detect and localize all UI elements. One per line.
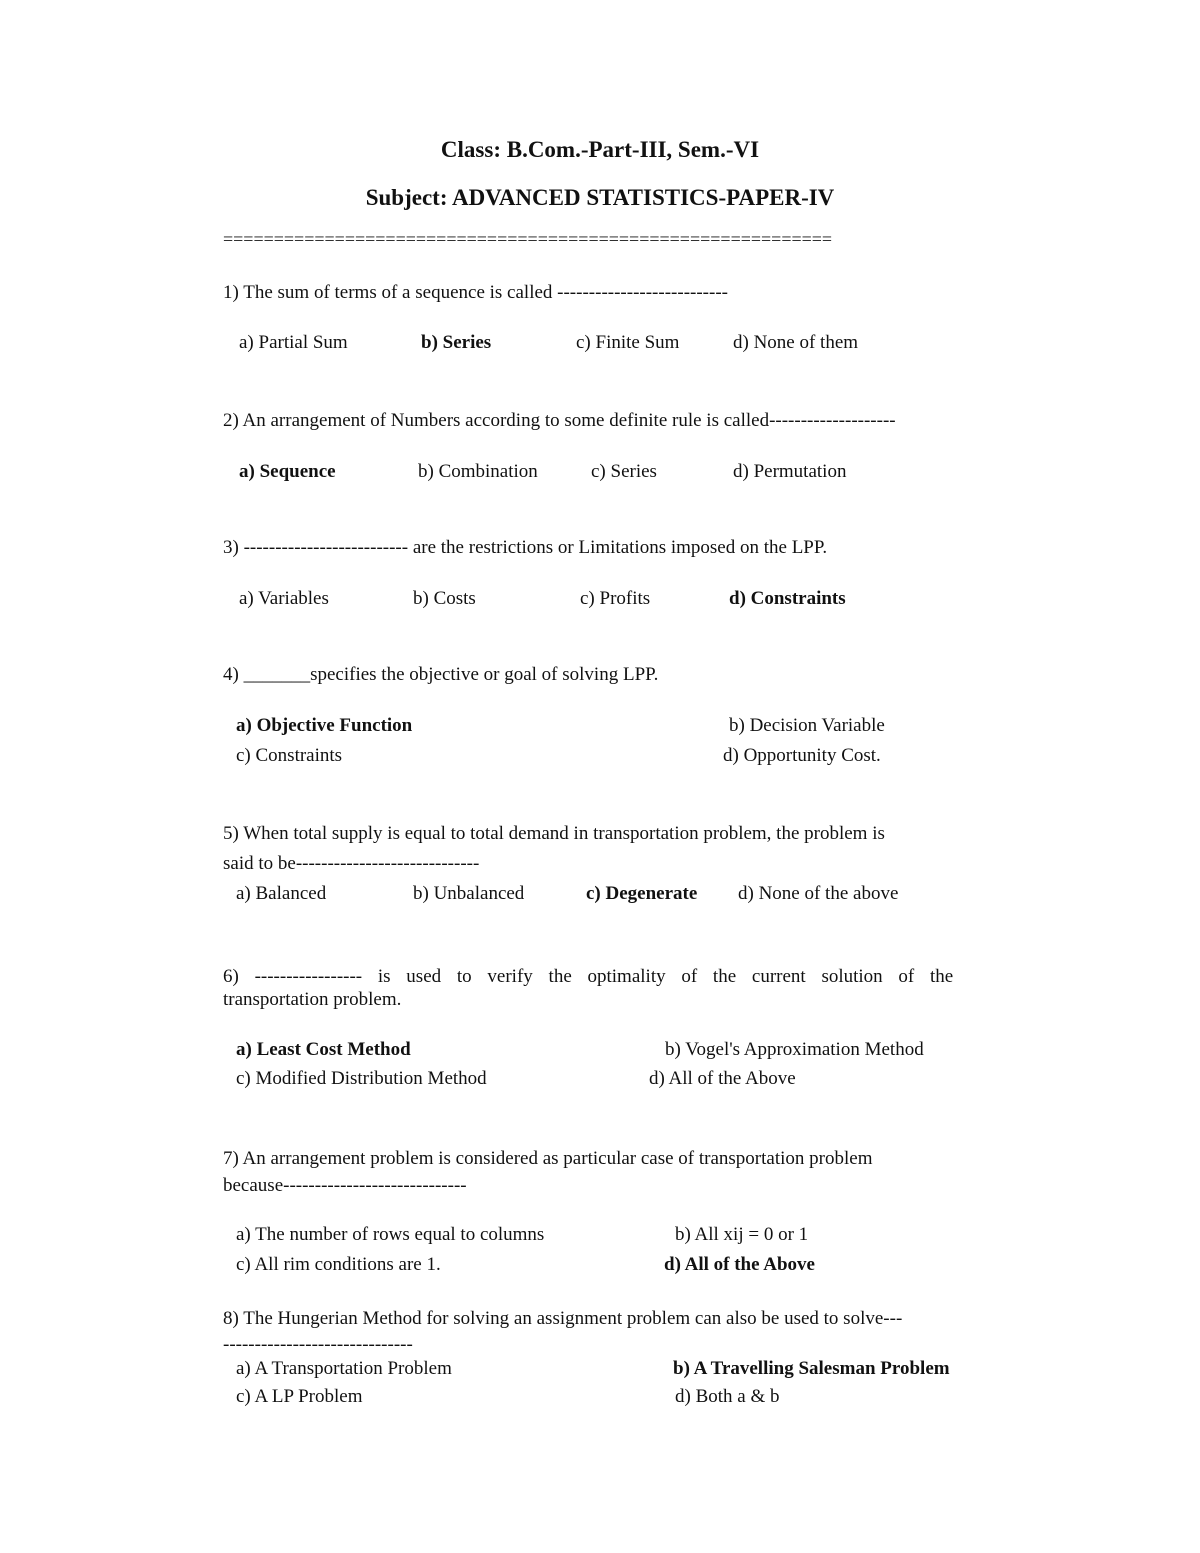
q1-option-a: a) Partial Sum: [239, 332, 348, 353]
q2-option-b: b) Combination: [418, 461, 538, 482]
q1-option-c: c) Finite Sum: [576, 332, 680, 353]
q7-option-b: b) All xij = 0 or 1: [675, 1224, 809, 1245]
q1-option-d: d) None of them: [733, 332, 859, 353]
question-6-line-2: transportation problem.: [223, 989, 402, 1010]
q7-option-a: a) The number of rows equal to columns: [236, 1224, 545, 1245]
question-8-line-1: 8) The Hungerian Method for solving an assignment problem can also be used to solve---: [223, 1308, 903, 1329]
q6-option-a: a) Least Cost Method: [236, 1039, 411, 1060]
q6-option-c: c) Modified Distribution Method: [236, 1068, 487, 1089]
question-6-line-1: 6) ----------------- is used to verify the optimality of the current solution of the: [223, 966, 954, 987]
q7-option-c: c) All rim conditions are 1.: [236, 1254, 441, 1275]
question-5-line-1: 5) When total supply is equal to total demand in transportation problem, the problem is: [223, 823, 885, 844]
question-8-line-2: ------------------------------: [223, 1334, 413, 1355]
question-3: 3) -------------------------- are the restrictions or Limitations imposed on the LPP.: [223, 537, 828, 558]
q2-option-d: d) Permutation: [733, 461, 847, 482]
q4-option-d: d) Opportunity Cost.: [723, 745, 881, 766]
q3-option-b: b) Costs: [413, 588, 476, 609]
question-7-line-2: because-----------------------------: [223, 1175, 467, 1196]
question-2: 2) An arrangement of Numbers according to some definite rule is called--------------------: [223, 410, 896, 431]
q8-option-c: c) A LP Problem: [236, 1386, 363, 1407]
q5-option-d: d) None of the above: [738, 883, 899, 904]
question-7-line-1: 7) An arrangement problem is considered as particular case of transportation problem: [223, 1148, 873, 1169]
question-1: 1) The sum of terms of a sequence is called ---------------------------: [223, 282, 728, 303]
q3-option-d: d) Constraints: [729, 588, 846, 609]
q4-option-c: c) Constraints: [236, 745, 343, 766]
q2-option-a: a) Sequence: [239, 461, 336, 482]
q3-option-a: a) Variables: [239, 588, 329, 609]
q8-option-a: a) A Transportation Problem: [236, 1358, 452, 1379]
subject-heading: Subject: ADVANCED STATISTICS-PAPER-IV: [365, 185, 835, 210]
question-4: 4) _______specifies the objective or goal of solving LPP.: [223, 664, 659, 685]
q8-option-d: d) Both a & b: [675, 1386, 780, 1407]
q4-option-a: a) Objective Function: [236, 715, 413, 736]
q6-option-d: d) All of the Above: [649, 1068, 796, 1089]
q2-option-c: c) Series: [591, 461, 657, 482]
q5-option-b: b) Unbalanced: [413, 883, 525, 904]
q6-option-b: b) Vogel's Approximation Method: [665, 1039, 924, 1060]
q1-option-b: b) Series: [421, 332, 492, 353]
q7-option-d: d) All of the Above: [664, 1254, 815, 1275]
q4-option-b: b) Decision Variable: [729, 715, 885, 736]
q3-option-c: c) Profits: [580, 588, 651, 609]
q5-option-a: a) Balanced: [236, 883, 327, 904]
q5-option-c: c) Degenerate: [586, 883, 698, 904]
q8-option-b: b) A Travelling Salesman Problem: [673, 1358, 950, 1379]
class-heading: Class: B.Com.-Part-III, Sem.-VI: [440, 137, 760, 162]
question-5-line-2: said to be-----------------------------: [223, 853, 480, 874]
separator-rule: ============================================================: [223, 229, 833, 249]
